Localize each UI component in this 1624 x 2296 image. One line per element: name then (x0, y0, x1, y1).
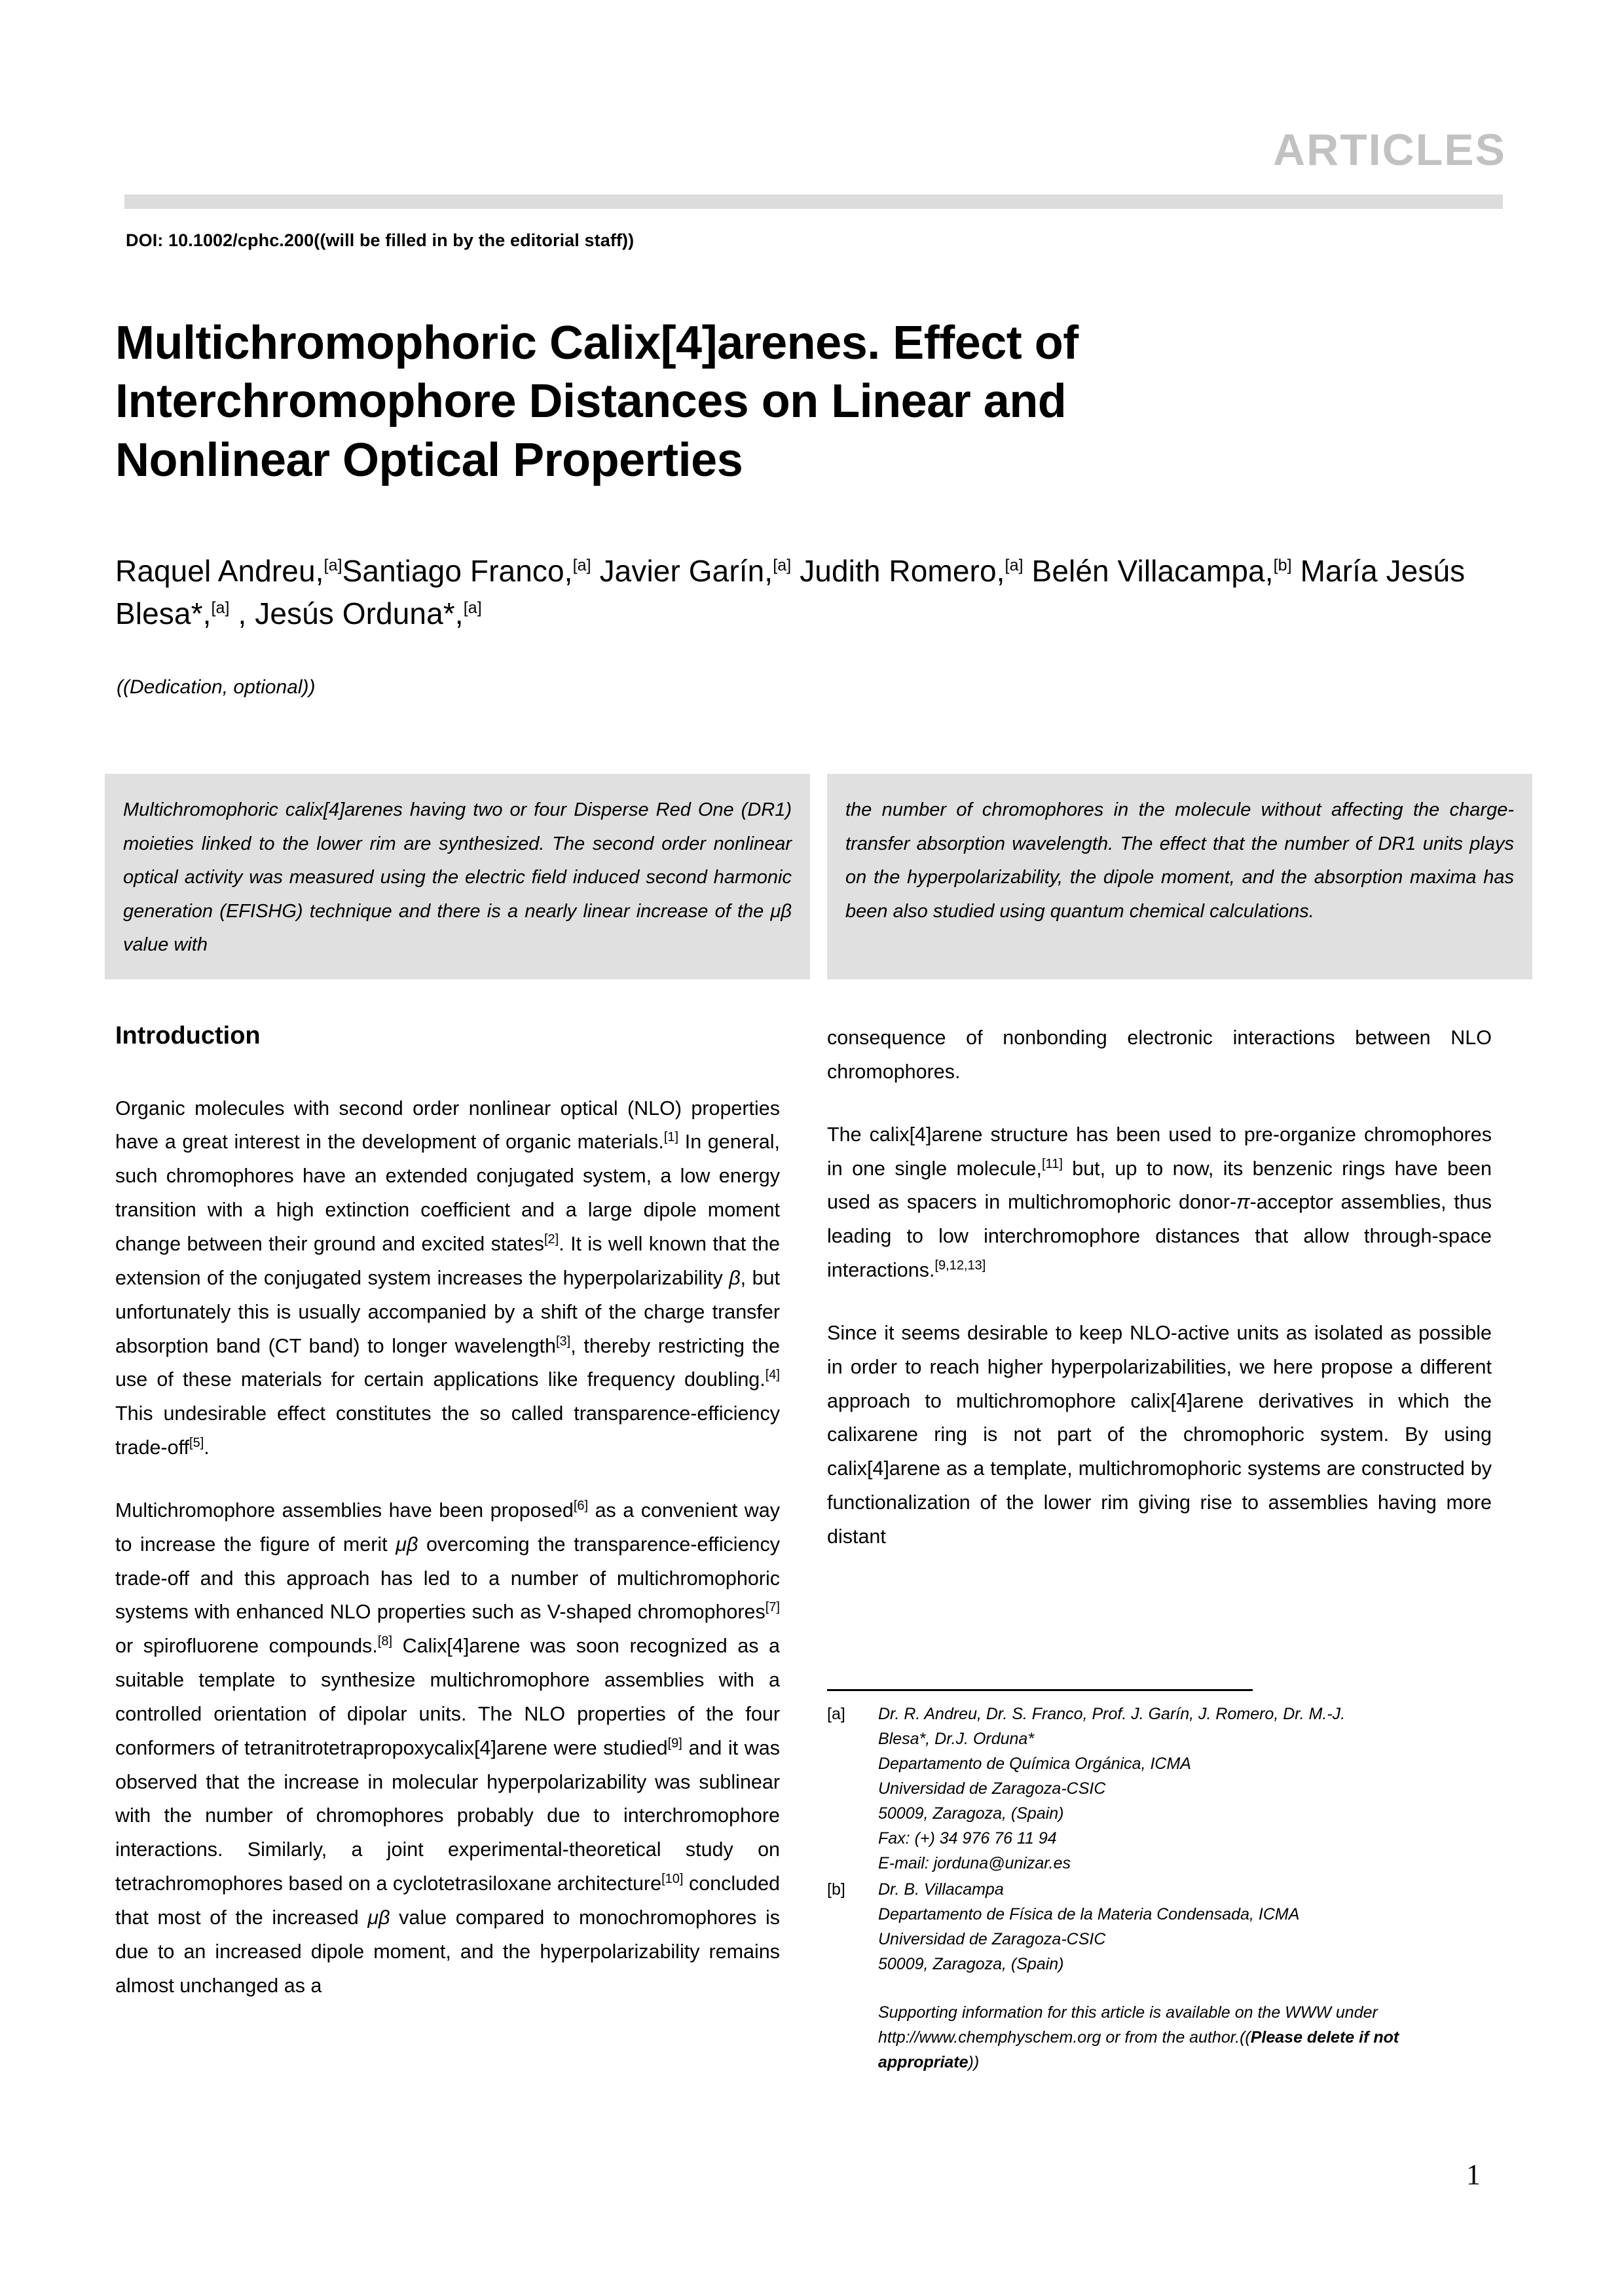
footnote-a-line-2: Blesa*, Dr.J. Orduna* (878, 1730, 1035, 1748)
footnote-a-line-6: Fax: (+) 34 976 76 11 94 (878, 1829, 1057, 1848)
abstract-panel-right: the number of chromophores in the molecule without affecting the charge-transfer absorption wavelength. The effect that the number of DR1 units plays on the hyperpolarizability, the dipole moment, and the absorption maxima has been also studied using quantum chemical calculations. (827, 774, 1532, 979)
running-head: ARTICLES (1273, 125, 1506, 175)
author-judith-romero: Judith Romero, (800, 554, 1005, 588)
author-santiago-franco: Santiago Franco, (342, 554, 573, 588)
supporting-info-emphasis: Please delete if not appropriate (878, 2028, 1399, 2071)
dedication-placeholder: ((Dedication, optional)) (117, 676, 316, 698)
citation-ref: [9,12,13] (934, 1258, 986, 1273)
symbol-pi: π (1236, 1191, 1250, 1214)
section-heading-introduction: Introduction (115, 1022, 261, 1049)
header-rule-bar (124, 194, 1503, 209)
author-mark-a6: [a] (463, 598, 482, 617)
paragraph: consequence of nonbonding electronic interactions between NLO chromophores. (827, 1027, 1492, 1083)
supporting-information-note (878, 2000, 1454, 2075)
citation-ref: [7] (765, 1600, 780, 1615)
citation-ref: [2] (544, 1231, 559, 1247)
footnote-b-line-2: Departamento de Física de la Materia Condensada, ICMA (878, 1905, 1300, 1923)
footnote-tag-a: [a] (827, 1705, 845, 1723)
abstract-panel-left: Multichromophoric calix[4]arenes having two or four Disperse Red One (DR1) moieties linked to the lower rim are synthesized. The second order nonlinear optical activity was measured using the electric field induced second harmonic generation (EFISHG) technique and there is a nearly linear increase of the μβ value with (105, 774, 810, 979)
footnote-a-body (878, 1702, 1495, 1876)
footnote-tag-b: [b] (827, 1880, 845, 1899)
footnote-b-body (878, 1877, 1495, 1977)
author-mark-a2: [a] (572, 556, 591, 575)
author-javier-garin: Javier Garín, (599, 554, 773, 588)
citation-ref: [11] (1042, 1156, 1063, 1171)
title-line-2: Interchromophore Distances on Linear and (115, 375, 1067, 428)
abstract-box (105, 774, 1532, 979)
author-list (115, 550, 1490, 636)
citation-ref: [8] (377, 1634, 393, 1649)
supporting-info-suffix: )) (968, 2053, 980, 2071)
citation-ref: [1] (663, 1130, 679, 1145)
author-jesus-orduna: , Jesús Orduna*, (238, 596, 464, 631)
footnote-b (827, 1877, 1495, 1977)
paragraph: The calix[4]arene structure has been used to pre-organize chromophores in one single molecule,[11] but, up to now, its benzenic rings have been used as spacers in multichromophoric donor-π-acceptor assemblies, thus leading to low interchromophore distances that allow through-space interactions.[9,12,13] (827, 1123, 1492, 1282)
symbol-mu-beta: μβ (396, 1533, 418, 1556)
author-mark-a3: [a] (773, 556, 792, 575)
page-number: 1 (1466, 2159, 1481, 2191)
author-maria-jesus-blesa: María Jesús Blesa*, (115, 554, 1466, 631)
citation-ref: [9] (667, 1736, 682, 1751)
author-mark-a5: [a] (211, 598, 230, 617)
paragraph: Multichromophore assemblies have been proposed[6] as a convenient way to increase the figure of merit μβ overcoming the transparence-efficiency trade-off and this approach has led to a number of multichromophoric systems with enhanced NLO properties such as V-shaped chromophores[7] or spirofluorene compounds.[8] Calix[4]arene was soon recognized as a suitable template to synthesize multichromophore assemblies with a controlled orientation of dipolar units. The NLO properties of the four conformers of tetranitrotetrapropoxycalix[4]arene were studied[9] and it was observed that the increase in molecular hyperpolarizability was sublinear with the number of chromophores probably due to interchromophore interactions. Similarly, a joint experimental-theoretical study on tetrachromophores based on a cyclotetrasiloxane architecture[10] concluded that most of the increased μβ value compared to monochromophores is due to an increased dipole moment, and the hyperpolarizability remains almost unchanged as a (115, 1498, 781, 1997)
author-mark-b1: [b] (1273, 556, 1292, 575)
citation-ref: [6] (573, 1498, 589, 1513)
citation-ref: [4] (765, 1368, 780, 1383)
citation-ref: [5] (189, 1435, 204, 1450)
supporting-info-text: Supporting information for this article is available on the WWW under http://www.chemphyschem.org or from the author.(( (878, 2003, 1378, 2047)
footnote-a (827, 1702, 1495, 1876)
footnote-a-email[interactable]: E-mail: jorduna@unizar.es (878, 1854, 1071, 1872)
page-title (115, 314, 1464, 490)
footnote-spacer (827, 1978, 1495, 2000)
title-line-1: Multichromophoric Calix[4]arenes. Effect of (115, 317, 1079, 369)
citation-ref: [3] (555, 1334, 571, 1349)
footnote-b-line-4: 50009, Zaragoza, (Spain) (878, 1955, 1064, 1973)
doi-line: DOI: 10.1002/cphc.200((will be filled in by the editorial staff)) (126, 230, 635, 250)
title-line-3: Nonlinear Optical Properties (115, 433, 743, 486)
paragraph: Since it seems desirable to keep NLO-active units as isolated as possible in order to reach higher hyperpolarizabilities, we here propose a different approach to multichromophore calix[4]arene derivatives in which the calixarene ring is not part of the chromophoric system. By using calix[4]arene as a template, multichromophoric systems are constructed by functionalization of the lower rim giving rise to assemblies having more distant (827, 1321, 1492, 1548)
author-belen-villacampa: Belén Villacampa, (1031, 554, 1274, 588)
footnote-a-line-1: Dr. R. Andreu, Dr. S. Franco, Prof. J. Garín, J. Romero, Dr. M.-J. (878, 1705, 1346, 1723)
symbol-mu-beta: μβ (367, 1906, 390, 1929)
footnote-a-line-4: Universidad de Zaragoza-CSIC (878, 1779, 1106, 1798)
citation-ref: [10] (661, 1872, 684, 1886)
author-mark-a1: [a] (323, 556, 342, 575)
paragraph: Organic molecules with second order nonlinear optical (NLO) properties have a great interest in the development of organic materials.[1] In general, such chromophores have an extended conjugated system, a low energy transition with a high extinction coefficient and a large dipole moment change between their ground and excited states[2]. It is well known that the extension of the conjugated system increases the hyperpolarizability β, but unfortunately this is usually accompanied by a shift of the charge transfer absorption band (CT band) to longer wavelength[3], thereby restricting the use of these materials for certain applications like frequency doubling.[4] This undesirable effect constitutes the so called transparence-efficiency trade-off[5]. (115, 1097, 781, 1459)
footnote-b-line-3: Universidad de Zaragoza-CSIC (878, 1930, 1106, 1948)
footnote-b-line-1: Dr. B. Villacampa (878, 1880, 1004, 1899)
footnote-rule (827, 1689, 1253, 1691)
body-column-right (827, 1021, 1492, 1583)
body-column-left (115, 1021, 780, 2032)
author-mark-a4: [a] (1005, 556, 1024, 575)
author-raquel-andreu: Raquel Andreu, (115, 554, 324, 588)
footnote-a-line-5: 50009, Zaragoza, (Spain) (878, 1804, 1064, 1823)
symbol-beta: β (729, 1266, 741, 1289)
footnote-a-line-3: Departamento de Química Orgánica, ICMA (878, 1755, 1191, 1773)
footnote-block (827, 1689, 1495, 2075)
